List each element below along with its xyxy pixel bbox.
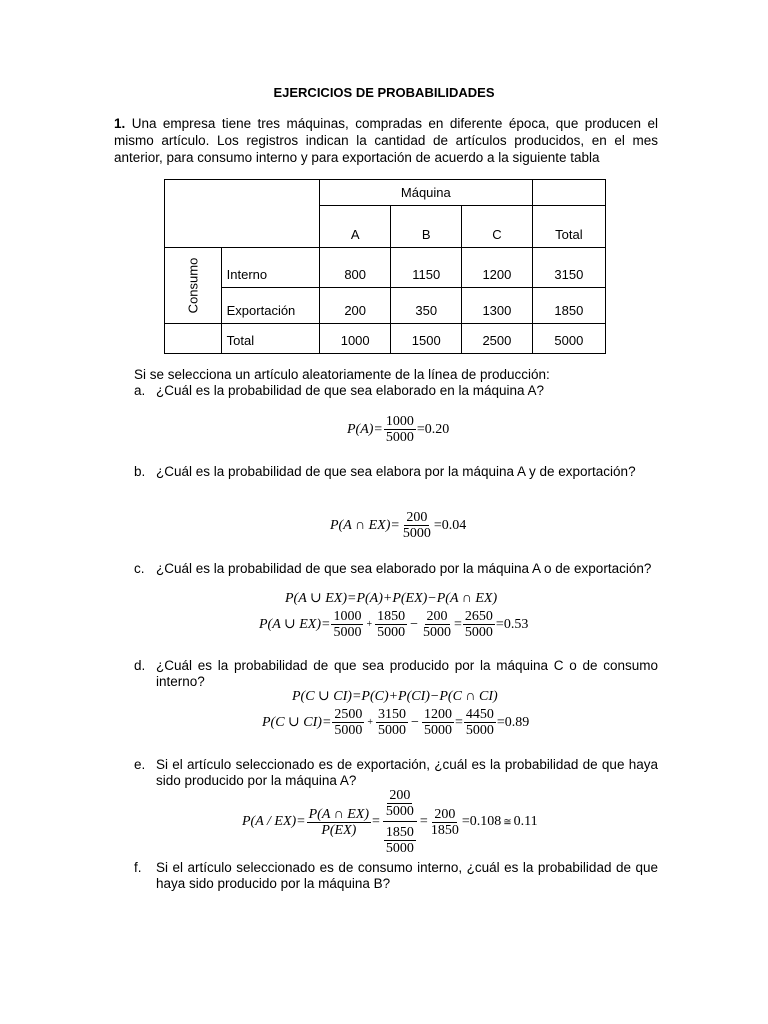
denominator: 5000 (334, 723, 363, 738)
formula-c-rule (285, 590, 497, 607)
denominator: 5000 (378, 723, 407, 738)
formula-lhs: P(A ∩ EX)= (330, 517, 400, 533)
approx-symbol: ≅ (503, 816, 512, 828)
table-cell: 3150 (532, 248, 605, 288)
fraction (332, 707, 364, 738)
equals-operator: = (372, 814, 380, 829)
fraction (464, 707, 496, 738)
question-label: b. (134, 464, 146, 479)
formula-d (262, 707, 529, 738)
fraction (384, 825, 416, 856)
fraction (384, 414, 416, 445)
question-d (134, 658, 658, 690)
fraction (375, 609, 407, 640)
table-row-label: Exportación (221, 288, 319, 324)
question-a (134, 383, 658, 399)
table-cell: 1300 (462, 288, 533, 324)
numerator: 1850 (377, 609, 406, 624)
formula-e (242, 788, 538, 856)
table-cell: 1500 (391, 324, 462, 354)
table-cell: 2500 (462, 324, 533, 354)
table-row-label: Interno (221, 248, 319, 288)
formula-result: =0.04 (433, 517, 467, 533)
fraction (463, 609, 495, 640)
question-label: d. (134, 658, 146, 673)
denominator: 5000 (465, 723, 494, 738)
numerator: 200 (426, 609, 448, 624)
fraction (429, 807, 461, 838)
minus-operator: − (411, 714, 419, 730)
table-cell: 1000 (319, 324, 391, 354)
numerator: P(A ∩ EX) (308, 806, 370, 822)
production-table (164, 179, 606, 354)
fraction (376, 707, 408, 738)
question-label: a. (134, 383, 146, 398)
compound-numerator (383, 788, 417, 822)
formula-result: =0.89 (496, 714, 530, 730)
numerator: 1000 (333, 609, 362, 624)
formula-lhs: P(A / EX)= (242, 814, 306, 829)
numerator: 2500 (334, 707, 363, 722)
denominator: 5000 (423, 625, 452, 640)
numerator: 200 (406, 510, 428, 525)
formula-final: 0.11 (513, 814, 538, 829)
question-text: Si el artículo seleccionado es de consumo interno, ¿cuál es la probabilidad de que haya sido producido por la máquina B? (156, 860, 658, 891)
table-group-header: Máquina (319, 180, 532, 206)
question-label: c. (134, 561, 145, 576)
compound-fraction (381, 788, 419, 856)
denominator: 5000 (385, 430, 414, 445)
question-b (134, 464, 658, 480)
denominator: 5000 (385, 804, 414, 819)
question-text: Si el artículo seleccionado es de exportación, ¿cuál es la probabilidad de que haya sido producido por la máquina A? (156, 757, 658, 788)
table-cell: 1850 (532, 288, 605, 324)
table-col-header: A (319, 206, 391, 248)
table-cell: 1150 (391, 248, 462, 288)
row-group-label: Consumo (185, 257, 201, 314)
table-col-header: C (462, 206, 533, 248)
fraction (384, 788, 416, 819)
formula-lhs: P(A ∪ EX)= (259, 617, 331, 632)
probability-rule: P(C ∪ CI)=P(C)+P(CI)−P(C ∩ CI) (292, 689, 498, 704)
question-text: ¿Cuál es la probabilidad de que sea producido por la máquina C o de consumo interno? (156, 658, 658, 689)
table-empty-cell (165, 324, 222, 354)
formula-result: =0.53 (495, 616, 529, 632)
fraction (307, 807, 371, 838)
numerator: 200 (434, 806, 456, 822)
numerator: 1200 (423, 707, 452, 722)
problem-text: Una empresa tiene tres máquinas, compradas en diferente época, que producen el mismo artículo. Los registros indican la cantidad de artículos producidos, en el mes anterior, para consumo interno y para exportación de acuerdo a la siguiente tabla (114, 116, 658, 165)
numerator: 4450 (465, 707, 494, 722)
formula-result: =0.108 (461, 814, 502, 829)
numerator: 3150 (378, 707, 407, 722)
formula-c (259, 609, 528, 640)
question-text: ¿Cuál es la probabilidad de que sea elabora por la máquina A y de exportación? (156, 464, 636, 479)
minus-operator: − (410, 616, 419, 632)
question-text: ¿Cuál es la probabilidad de que sea elaborado por la máquina A o de exportación? (156, 561, 652, 576)
table-cell: 350 (391, 288, 462, 324)
table-cell: 200 (319, 288, 391, 324)
denominator: 5000 (423, 723, 452, 738)
table-cell: 800 (319, 248, 391, 288)
table-empty-cell (532, 180, 605, 206)
question-e (134, 757, 658, 789)
formula-lhs: P(A)= (347, 421, 383, 437)
formula-b (330, 510, 466, 541)
numerator: 2650 (464, 609, 493, 624)
question-label: e. (134, 757, 146, 772)
table-col-header: B (391, 206, 462, 248)
compound-denominator (381, 822, 419, 856)
lead-sentence: Si se selecciona un artículo aleatoriamente de la línea de producción: (134, 367, 550, 382)
formula-d-rule (292, 688, 498, 705)
table-cell: 5000 (532, 324, 605, 354)
question-c (134, 561, 658, 577)
question-f (134, 860, 658, 892)
question-text: ¿Cuál es la probabilidad de que sea elaborado en la máquina A? (156, 383, 545, 398)
table-row-label: Total (221, 324, 319, 354)
table-cell: 1200 (462, 248, 533, 288)
numerator: 1000 (385, 414, 414, 429)
formula-result: =0.20 (416, 421, 450, 437)
question-label: f. (134, 860, 142, 875)
equals-operator: = (419, 814, 428, 829)
denominator: 5000 (377, 625, 406, 640)
fraction (401, 510, 433, 541)
page-title: EJERCICIOS DE PROBABILIDADES (273, 85, 495, 100)
plus-operator: + (366, 619, 373, 630)
table-row-group (165, 248, 222, 324)
denominator: 5000 (402, 526, 431, 541)
denominator: 5000 (464, 625, 493, 640)
fraction (421, 609, 453, 640)
equals-operator: = (454, 714, 463, 730)
problem-statement (114, 115, 658, 166)
fraction (331, 609, 363, 640)
formula-lhs: P(C ∪ CI)= (262, 715, 332, 730)
formula-a (347, 414, 449, 445)
table-corner (165, 180, 320, 248)
denominator: 5000 (333, 625, 362, 640)
probability-rule: P(A ∪ EX)=P(A)+P(EX)−P(A ∩ EX) (285, 591, 498, 606)
numerator: 200 (389, 788, 411, 803)
fraction (422, 707, 454, 738)
denominator: P(EX) (321, 822, 357, 838)
plus-operator: + (367, 717, 374, 728)
denominator: 5000 (385, 841, 414, 856)
problem-number: 1. (114, 116, 126, 131)
table-col-header: Total (532, 206, 605, 248)
equals-operator: = (454, 616, 462, 632)
denominator: 1850 (430, 822, 459, 838)
numerator: 1850 (385, 825, 414, 840)
